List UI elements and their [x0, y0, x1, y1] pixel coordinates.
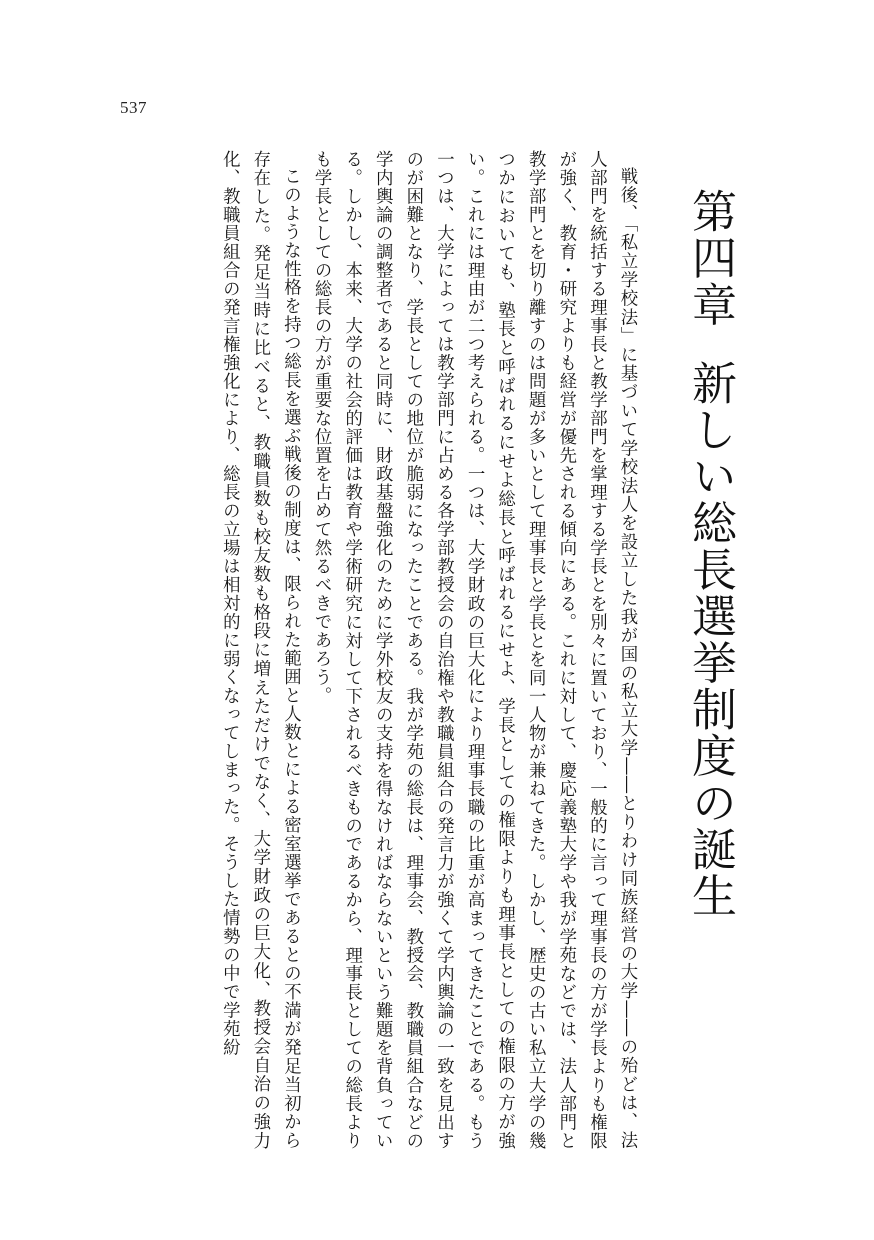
paragraph: このような性格を持つ総長を選ぶ戦後の制度は、限られた範囲と人数とによる密室選挙であるとの不満が発足当初から存在した。発足当時に比べると、教職員数も校友数も格段に増えただけでなく、大学財政の巨大化、教授会自治の強力化、教職員組合の発言権強化により、総長の立場は相対的に弱くなってしまった。そうした情勢の中で学苑紛: [219, 150, 301, 1150]
chapter-heading: 新しい総長選挙制度の誕生: [684, 359, 737, 920]
body-text: [214, 150, 642, 1150]
chapter-number: 第四章: [684, 188, 737, 328]
paragraph: 戦後、「私立学校法」に基づいて学校法人を設立した我が国の私立大学――とりわけ同族経営の大学――の殆どは、法人部門を統括する理事長と教学部門を掌理する学長とを別々に置いており、一般的に言って理事長の方が学長よりも権限が強く、教育・研究よりも経営が優先される傾向にある。これに対して、慶応義塾大学や我が学苑などでは、法人部門と教学部門とを切り離すのは問題が多いとして理事長と学長とを同一人物が兼ねてきた。しかし、歴史の古い私立大学の幾つかにおいても、塾長と呼ばれるにせよ総長と呼ばれるにせよ、学長としての権限よりも理事長としての権限の方が強い。これには理由が二つ考えられる。一つは、大学財政の巨大化により理事長職の比重が高まってきたことである。もう一つは、大学によっては教学部門に占める各学部教授会の自治権や教職員組合の発言力が強くて学内輿論の一致を見出すのが困難となり、学長としての地位が脆弱になったことである。我が学苑の総長は、理事会、教授会、教職員組合などの学内輿論の調整者であると同時に、財政基盤強化のために学外校友の支持を得なければならないという難題を背負っている。しかし、本来、大学の社会的評価は教育や学術研究に対して下されるべきものであるから、理事長としての総長よりも学長としての総長の方が重要な位置を占めて然るべきであろう。: [311, 150, 637, 1150]
page-number: 537: [120, 98, 147, 117]
chapter-title: [680, 188, 740, 920]
